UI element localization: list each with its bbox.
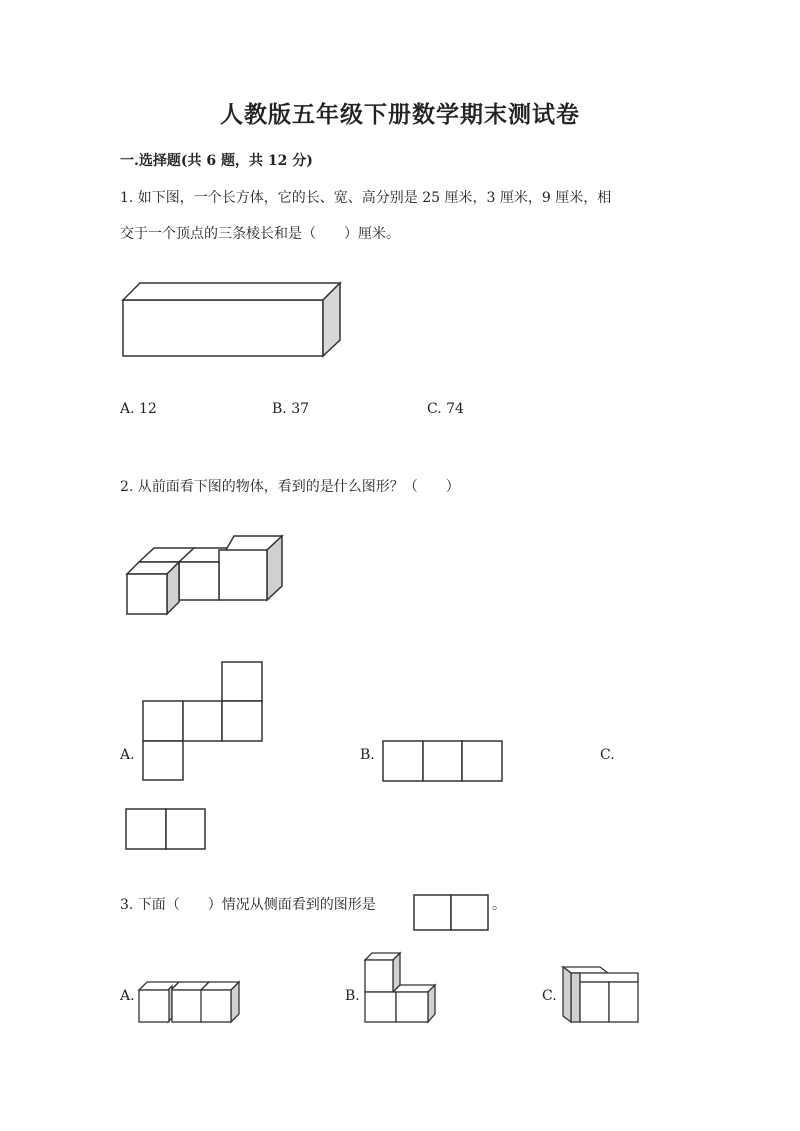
- q3-option-c[interactable]: C.: [542, 988, 557, 1004]
- q1-option-a[interactable]: A. 12: [120, 401, 157, 417]
- page-title: 人教版五年级下册数学期末测试卷: [220, 101, 580, 128]
- q2-option-b[interactable]: B.: [360, 747, 375, 763]
- question-2-text: 2. 从前面看下图的物体，看到的是什么图形？（ ）: [120, 479, 460, 495]
- q2-option-b-figure[interactable]: [382, 740, 504, 782]
- question-1-line-2: 交于一个顶点的三条棱长和是（ ）厘米。: [120, 226, 400, 242]
- question-1-line-1: 1. 如下图，一个长方体，它的长、宽、高分别是 25 厘米，3 厘米，9 厘米，相: [120, 190, 612, 206]
- q3-option-c-figure[interactable]: [560, 962, 642, 1024]
- q2-option-c-figure[interactable]: [125, 808, 207, 850]
- q3-option-b[interactable]: B.: [345, 988, 360, 1004]
- q2-cube-stack-figure: [124, 532, 289, 616]
- q3-option-a[interactable]: A.: [120, 988, 135, 1004]
- q1-option-b[interactable]: B. 37: [272, 401, 310, 417]
- q1-option-c[interactable]: C. 74: [427, 401, 464, 417]
- q3-option-a-figure[interactable]: [138, 977, 242, 1023]
- q3-option-b-figure[interactable]: [362, 950, 438, 1024]
- cuboid-figure: [120, 280, 345, 360]
- question-3-text-end: 。: [492, 897, 506, 913]
- q2-option-a[interactable]: A.: [120, 747, 135, 763]
- q3-side-view-figure: [413, 894, 490, 932]
- q2-option-a-figure[interactable]: [142, 661, 264, 781]
- section-heading: 一.选择题(共 6 题，共 12 分): [120, 153, 313, 169]
- question-3-text: 3. 下面（ ）情况从侧面看到的图形是: [120, 897, 376, 913]
- q2-option-c[interactable]: C.: [600, 747, 615, 763]
